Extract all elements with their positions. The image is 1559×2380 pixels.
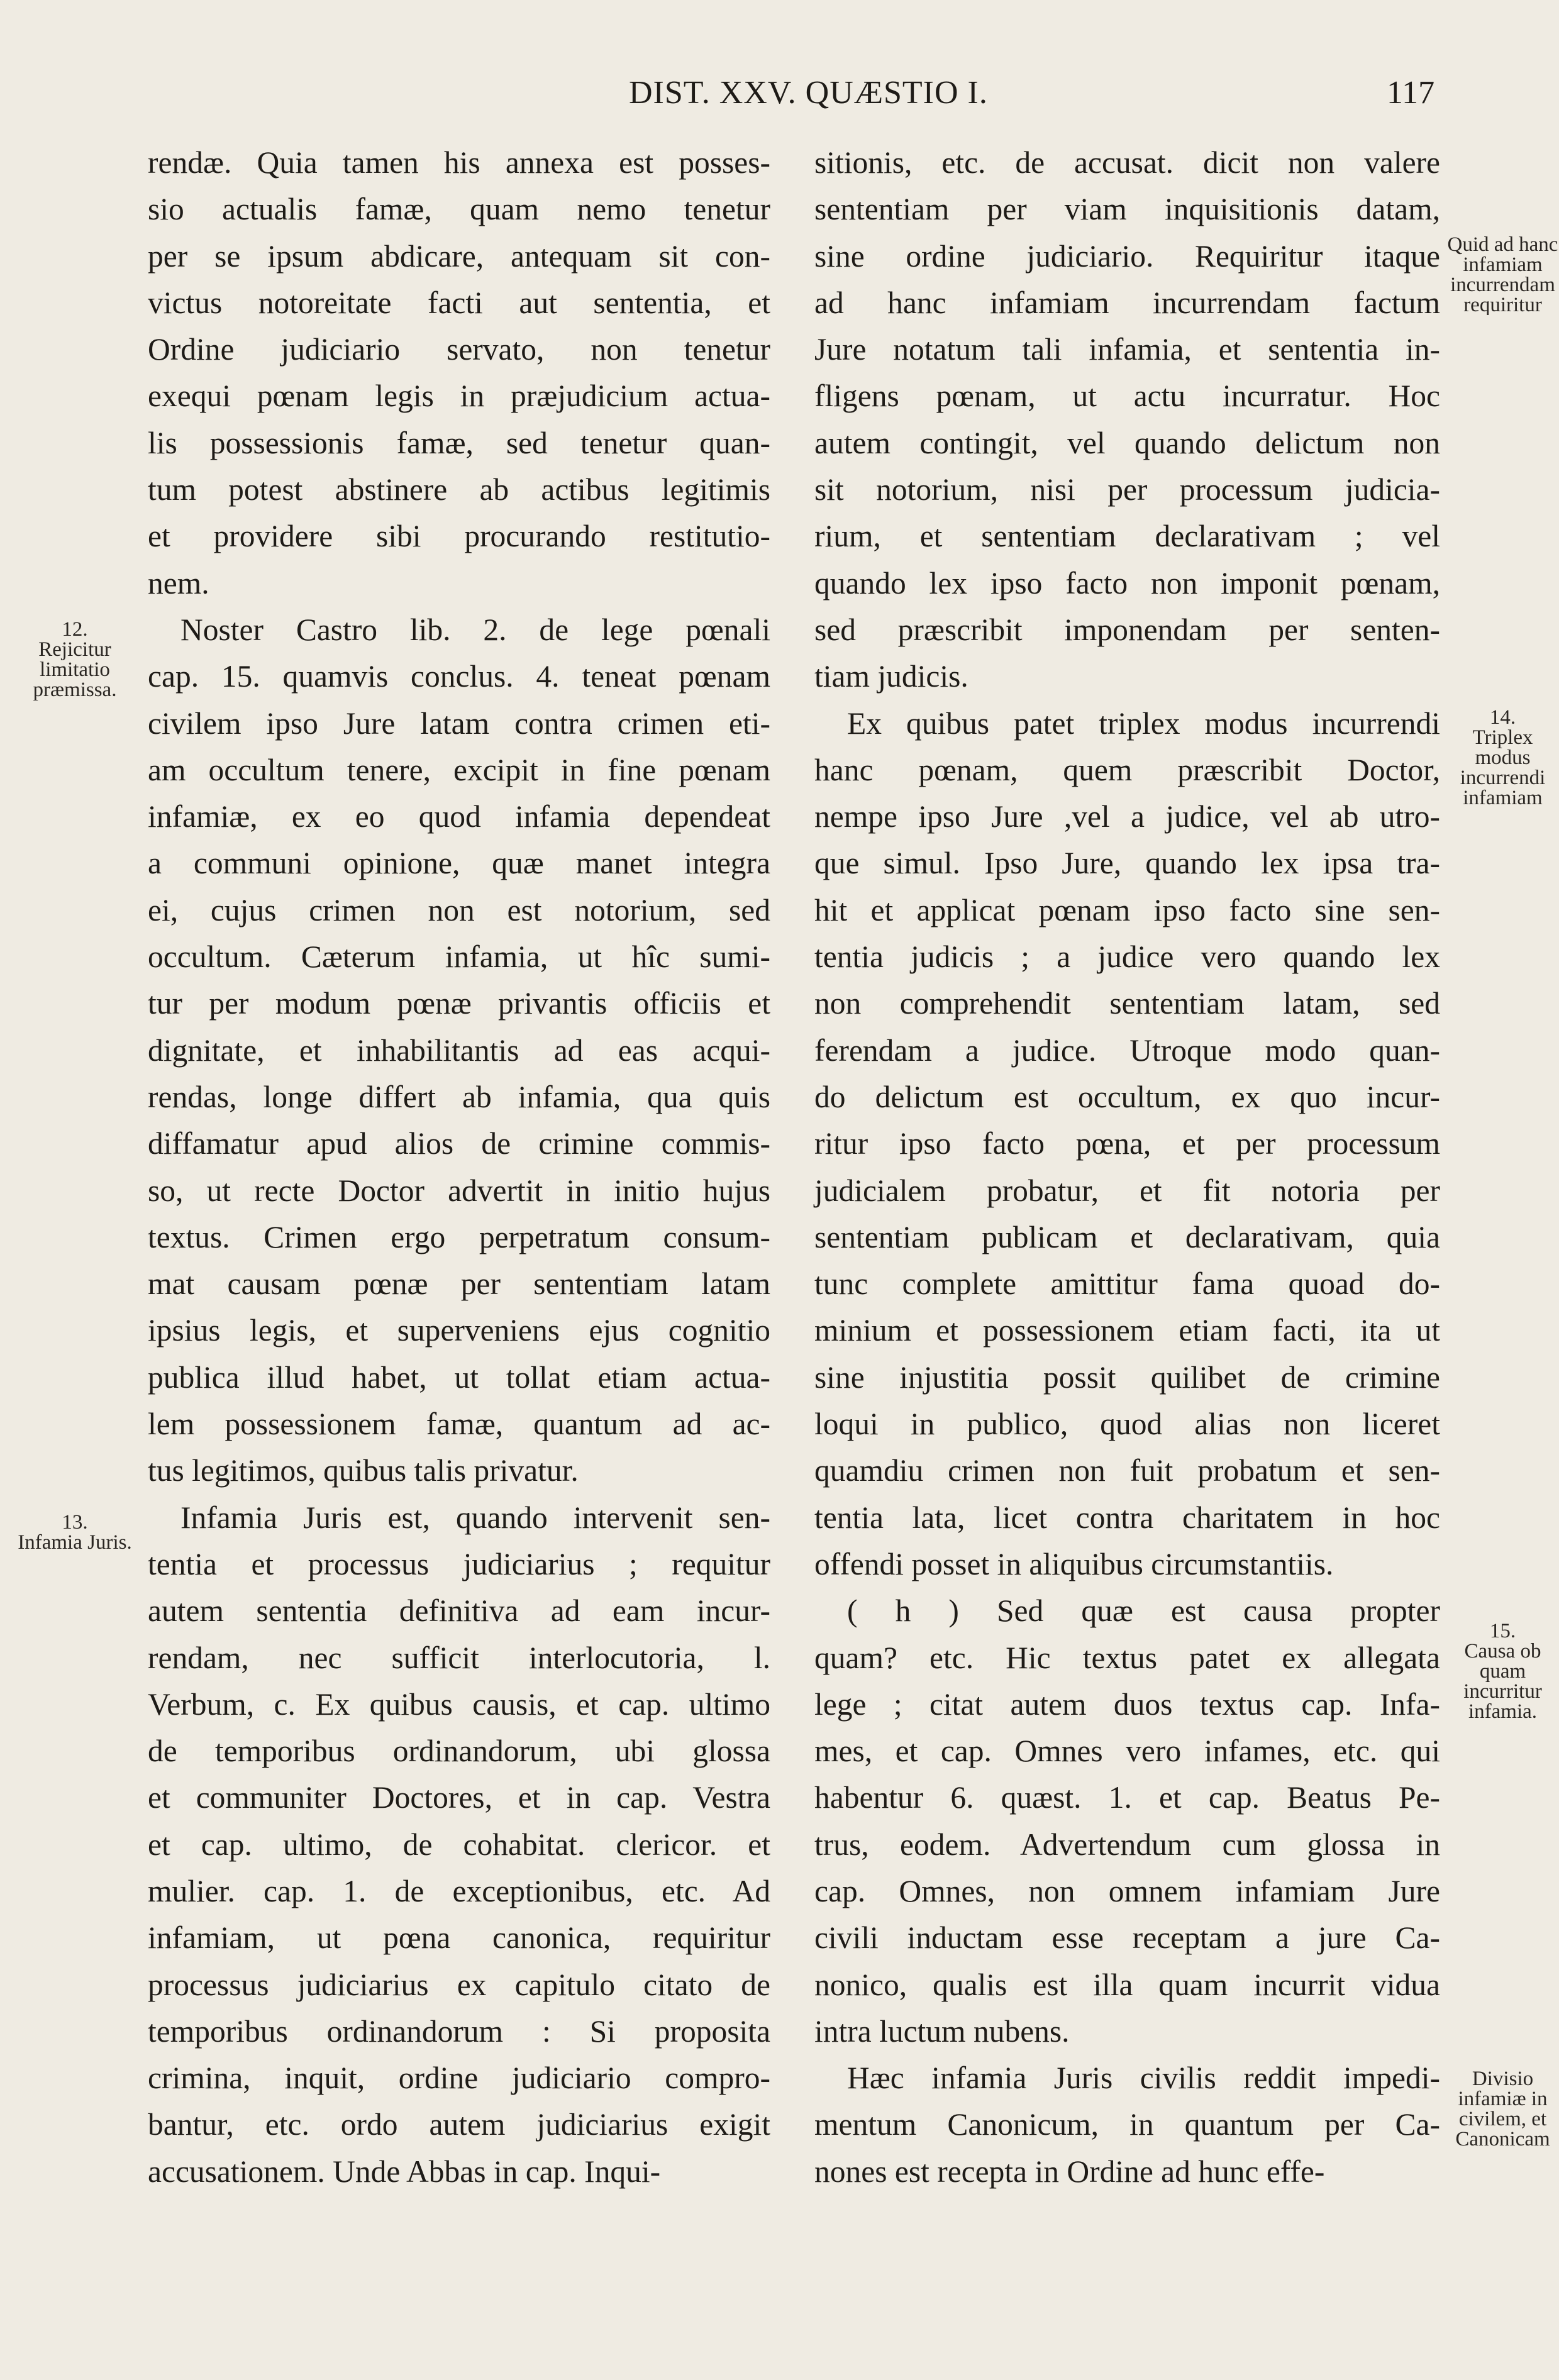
text-line: minium et possessionem etiam facti, ita ut bbox=[814, 1313, 1440, 1348]
margin-note-number: 15. bbox=[1489, 1621, 1516, 1642]
text-line: lem possessionem famæ, quantum ad ac- bbox=[148, 1407, 770, 1442]
text-line: nones est recepta in Ordine ad hunc effe- bbox=[814, 2154, 1325, 2189]
text-line: mulier. cap. 1. de exceptionibus, etc. Ad bbox=[148, 1873, 770, 1908]
text-line: trus, eodem. Advertendum cum glossa in bbox=[814, 1827, 1440, 1862]
text-line: rium, et sententiam declarativam ; vel bbox=[814, 519, 1440, 554]
text-line: judicialem probatur, et fit notoria per bbox=[814, 1173, 1440, 1208]
text-line: am occultum tenere, excipit in fine pœnam bbox=[148, 752, 770, 787]
paragraph bbox=[814, 700, 1440, 1588]
page-header bbox=[0, 74, 1559, 125]
text-line: autem contingit, vel quando delictum non bbox=[814, 425, 1440, 460]
page-number: 117 bbox=[1387, 75, 1435, 111]
text-line: civilem ipso Jure latam contra crimen eti- bbox=[148, 706, 770, 741]
margin-note-quid bbox=[1446, 235, 1559, 315]
text-line: Verbum, c. Ex quibus causis, et cap. ultimo bbox=[148, 1686, 770, 1722]
text-line: ( h ) Sed quæ est causa propter bbox=[847, 1593, 1440, 1629]
text-line: Ordine judiciario servato, non tenetur bbox=[148, 332, 770, 367]
margin-note-number: 12. bbox=[62, 618, 88, 641]
text-line: mes, et cap. Omnes vero infames, etc. qui bbox=[814, 1734, 1440, 1769]
margin-note-12 bbox=[9, 619, 141, 700]
text-line: Noster Castro lib. 2. de lege pœnali bbox=[180, 612, 770, 647]
text-line: occultum. Cæterum infamia, ut hîc sumi- bbox=[148, 939, 770, 975]
text-line: rendam, nec sufficit interlocutoria, l. bbox=[148, 1640, 770, 1675]
text-line: et cap. ultimo, de cohabitat. clericor. et bbox=[148, 1827, 770, 1862]
right-column bbox=[814, 140, 1440, 2195]
text-line: loqui in publico, quod alias non liceret bbox=[814, 1407, 1440, 1442]
text-line: sententiam publicam et declarativam, quia bbox=[814, 1219, 1440, 1254]
text-line: quamdiu crimen non fuit probatum et sen- bbox=[814, 1453, 1440, 1488]
text-line: Jure notatum tali infamia, et sententia in- bbox=[814, 332, 1440, 367]
text-line: tum potest abstinere ab actibus legitimis bbox=[148, 472, 770, 507]
text-line: tiam judicis. bbox=[814, 659, 968, 694]
text-line: tentia lata, licet contra charitatem in hoc bbox=[814, 1500, 1440, 1535]
margin-note-number: 14. bbox=[1489, 707, 1516, 729]
text-line: Ex quibus patet triplex modus incurrendi bbox=[847, 706, 1440, 741]
text-line: rendæ. Quia tamen his annexa est posses- bbox=[148, 145, 770, 180]
text-line: mentum Canonicum, in quantum per Ca- bbox=[814, 2107, 1440, 2142]
text-line: hanc pœnam, quem præscribit Doctor, bbox=[814, 752, 1440, 787]
text-line: sententiam per viam inquisitionis datam, bbox=[814, 192, 1440, 227]
text-line: exequi pœnam legis in præjudicium actua- bbox=[148, 379, 770, 414]
paragraph bbox=[814, 1588, 1440, 2055]
text-line: cap. 15. quamvis conclus. 4. teneat pœnam bbox=[148, 659, 770, 694]
text-line: textus. Crimen ergo perpetratum consum- bbox=[148, 1219, 770, 1254]
margin-note-divisio bbox=[1446, 2069, 1559, 2149]
text-line: publica illud habet, ut tollat etiam actua- bbox=[148, 1359, 770, 1395]
text-line: tentia et processus judiciarius ; requitur bbox=[148, 1546, 770, 1581]
text-line: a communi opinione, quæ manet integra bbox=[148, 846, 770, 881]
text-line: temporibus ordinandorum : Si proposita bbox=[148, 2013, 770, 2049]
text-line: sine injustitia possit quilibet de crimine bbox=[814, 1359, 1440, 1395]
text-line: et communiter Doctores, et in cap. Vestra bbox=[148, 1780, 770, 1815]
text-line: ferendam a judice. Utroque modo quan- bbox=[814, 1032, 1440, 1068]
paragraph bbox=[148, 140, 770, 607]
text-line: civili inductam esse receptam a jure Ca- bbox=[814, 1920, 1440, 1956]
text-line: sine ordine judiciario. Requiritur itaque bbox=[814, 238, 1440, 274]
text-line: processus judiciarius ex capitulo citato de bbox=[148, 1967, 770, 2002]
text-line: offendi posset in aliquibus circumstantiis. bbox=[814, 1546, 1334, 1581]
text-line: ipsius legis, et superveniens ejus cognitio bbox=[148, 1313, 770, 1348]
text-line: diffamatur apud alios de crimine commis- bbox=[148, 1126, 770, 1161]
text-line: so, ut recte Doctor advertit in initio hujus bbox=[148, 1173, 770, 1208]
text-line: habentur 6. quæst. 1. et cap. Beatus Pe- bbox=[814, 1780, 1440, 1815]
text-line: per se ipsum abdicare, antequam sit con- bbox=[148, 238, 770, 274]
margin-note-15 bbox=[1446, 1621, 1559, 1722]
text-line: tus legitimos, quibus talis privatur. bbox=[148, 1453, 579, 1488]
text-line: nem. bbox=[148, 565, 209, 601]
text-line: que simul. Ipso Jure, quando lex ipsa tra- bbox=[814, 846, 1440, 881]
text-line: hit et applicat pœnam ipso facto sine sen- bbox=[814, 892, 1440, 927]
text-line: mat causam pœnæ per sententiam latam bbox=[148, 1266, 770, 1302]
paragraph bbox=[814, 140, 1440, 700]
paragraph bbox=[148, 607, 770, 1495]
paragraph bbox=[814, 2055, 1440, 2195]
margin-note-text: Causa ob quam incurritur infamia. bbox=[1463, 1640, 1542, 1722]
margin-note-text: Infamia Juris. bbox=[18, 1531, 132, 1554]
running-head: DIST. XXV. QUÆSTIO I. bbox=[629, 75, 988, 111]
text-line: sit notorium, nisi per processum judicia- bbox=[814, 472, 1440, 507]
margin-note-text: Rejicitur limitatio præmissa. bbox=[33, 638, 117, 701]
text-line: ritur ipso facto pœna, et per processum bbox=[814, 1126, 1440, 1161]
text-line: sed præscribit imponendam per senten- bbox=[814, 612, 1440, 647]
text-line: victus notoreitate facti aut sententia, et bbox=[148, 285, 770, 320]
text-line: accusationem. Unde Abbas in cap. Inqui- bbox=[148, 2154, 661, 2189]
text-line: nonico, qualis est illa quam incurrit vidua bbox=[814, 1967, 1440, 2002]
text-line: lis possessionis famæ, sed tenetur quan- bbox=[148, 425, 770, 460]
text-line: intra luctum nubens. bbox=[814, 2013, 1070, 2049]
text-line: fligens pœnam, ut actu incurratur. Hoc bbox=[814, 379, 1440, 414]
margin-note-text: Divisio infamiæ in civilem, et Canonicam bbox=[1455, 2069, 1550, 2149]
text-line: dignitate, et inhabilitantis ad eas acqui- bbox=[148, 1032, 770, 1068]
margin-note-text: Triplex modus incurrendi infamiam bbox=[1460, 726, 1546, 808]
text-line: et providere sibi procurando restitutio- bbox=[148, 519, 770, 554]
text-line: autem sententia definitiva ad eam incur- bbox=[148, 1593, 770, 1629]
text-line: ei, cujus crimen non est notorium, sed bbox=[148, 892, 770, 927]
text-line: infamiæ, ex eo quod infamia dependeat bbox=[148, 799, 770, 834]
text-line: Infamia Juris est, quando intervenit sen- bbox=[180, 1500, 770, 1535]
margin-note-text: Quid ad hanc infamiam incurrendam requiritur bbox=[1447, 235, 1558, 315]
text-line: nempe ipso Jure ,vel a judice, vel ab utro- bbox=[814, 799, 1440, 834]
left-column bbox=[148, 140, 770, 2195]
text-line: lege ; citat autem duos textus cap. Infa- bbox=[814, 1686, 1440, 1722]
text-line: rendas, longe differt ab infamia, qua quis bbox=[148, 1079, 770, 1114]
text-line: Hæc infamia Juris civilis reddit impedi- bbox=[847, 2061, 1440, 2096]
paragraph bbox=[148, 1495, 770, 2195]
text-line: tentia judicis ; a judice vero quando lex bbox=[814, 939, 1440, 975]
text-line: infamiam, ut pœna canonica, requiritur bbox=[148, 1920, 770, 1956]
margin-note-14 bbox=[1446, 707, 1559, 808]
margin-note-number: 13. bbox=[62, 1511, 88, 1534]
text-line: quando lex ipso facto non imponit pœnam, bbox=[814, 565, 1440, 601]
text-line: de temporibus ordinandorum, ubi glossa bbox=[148, 1734, 770, 1769]
text-line: non comprehendit sententiam latam, sed bbox=[814, 986, 1440, 1021]
text-line: sitionis, etc. de accusat. dicit non valere bbox=[814, 145, 1440, 180]
text-line: bantur, etc. ordo autem judiciarius exigit bbox=[148, 2107, 770, 2142]
text-line: cap. Omnes, non omnem infamiam Jure bbox=[814, 1873, 1440, 1908]
text-line: sio actualis famæ, quam nemo tenetur bbox=[148, 192, 770, 227]
text-line: ad hanc infamiam incurrendam factum bbox=[814, 285, 1440, 320]
margin-note-13 bbox=[9, 1512, 141, 1553]
text-line: tunc complete amittitur fama quoad do- bbox=[814, 1266, 1440, 1302]
text-line: crimina, inquit, ordine judiciario compro- bbox=[148, 2061, 770, 2096]
text-line: quam? etc. Hic textus patet ex allegata bbox=[814, 1640, 1440, 1675]
text-line: tur per modum pœnæ privantis officiis et bbox=[148, 986, 770, 1021]
text-line: do delictum est occultum, ex quo incur- bbox=[814, 1079, 1440, 1114]
